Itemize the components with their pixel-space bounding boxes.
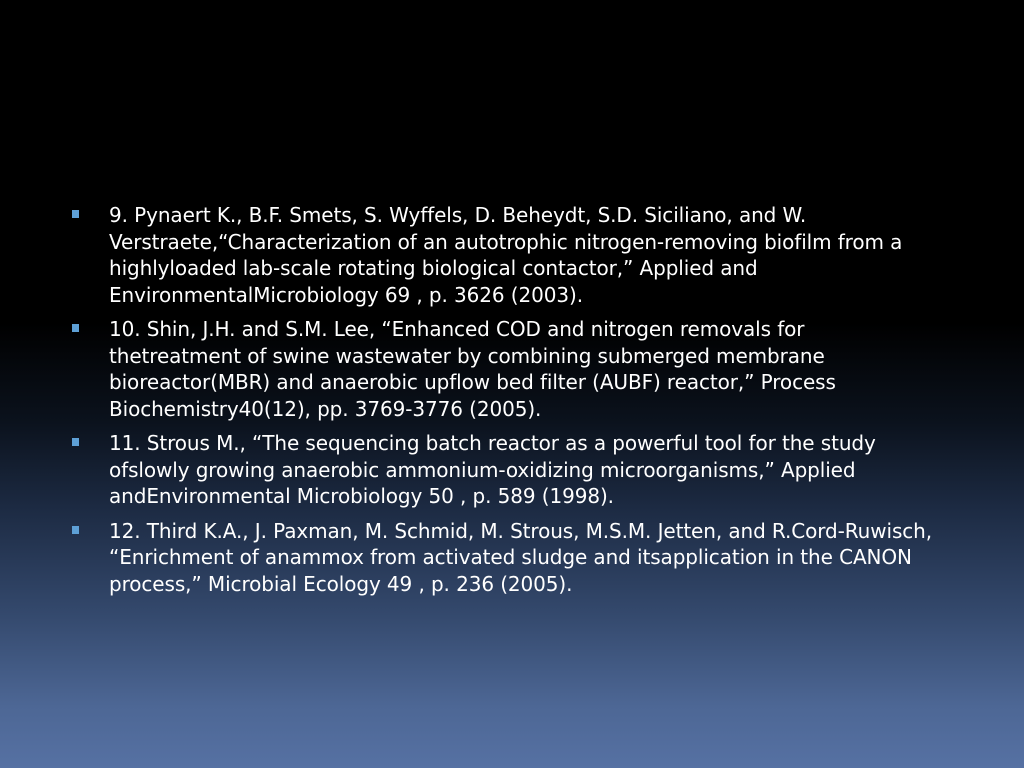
square-bullet-icon <box>72 324 79 332</box>
reference-text: 10. Shin, J.H. and S.M. Lee, “Enhanced COD and nitrogen removals for thetreatment of swine wastewater by combining submerged membrane bioreactor(MBR) and anaerobic upflow bed filter (AUBF) reactor,” Process Biochemistry40(12), pp. 3769-3776 (2005). <box>109 317 836 421</box>
reference-text: 9. Pynaert K., B.F. Smets, S. Wyffels, D. Beheydt, S.D. Siciliano, and W. Verstraete,“Characterization of an autotrophic nitrogen-removing biofilm from a highlyloaded lab-scale rotating biological contactor,” Applied and EnvironmentalMicrobiology 69 , p. 3626 (2003). <box>109 203 903 307</box>
square-bullet-icon <box>72 526 79 534</box>
reference-list <box>72 202 942 605</box>
reference-item <box>72 518 942 598</box>
reference-item <box>72 430 942 510</box>
reference-text: 12. Third K.A., J. Paxman, M. Schmid, M. Strous, M.S.M. Jetten, and R.Cord-Ruwisch, “Enrichment of anammox from activated sludge and itsapplication in the CANON process,” Microbial Ecology 49 , p. 236 (2005). <box>109 518 932 596</box>
square-bullet-icon <box>72 210 79 218</box>
reference-item <box>72 202 942 308</box>
square-bullet-icon <box>72 438 79 446</box>
reference-text: 11. Strous M., “The sequencing batch reactor as a powerful tool for the study ofslowly growing anaerobic ammonium-oxidizing microorganisms,” Applied andEnvironmental Microbiology 50 , p. 589 (1998). <box>109 431 876 508</box>
reference-item <box>72 316 942 422</box>
